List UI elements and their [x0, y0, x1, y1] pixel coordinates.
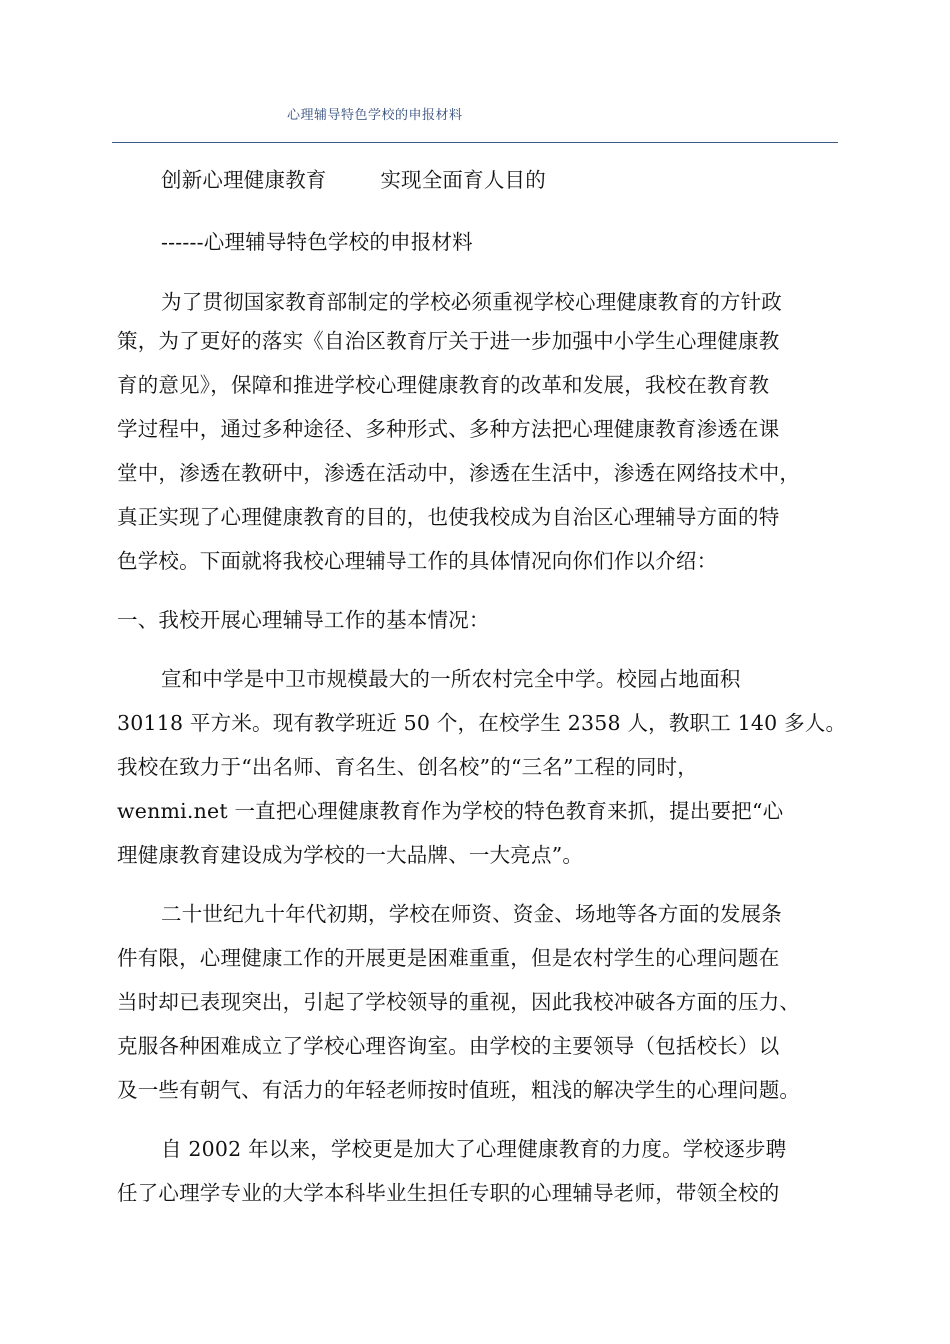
text-line: 件有限，心理健康工作的开展更是困难重重，但是农村学生的心理问题在 — [117, 946, 780, 970]
text-line: 学过程中，通过多种途径、多种形式、多种方法把心理健康教育渗透在课 — [117, 417, 780, 441]
document-subtitle: ------心理辅导特色学校的申报材料 — [161, 230, 473, 254]
text-line: 我校在致力于“出名师、育名生、创名校”的“三名”工程的同时， — [117, 755, 698, 779]
text-line: 二十世纪九十年代初期，学校在师资、资金、场地等各方面的发展条 — [161, 902, 782, 926]
text-line: 策，为了更好的落实《自治区教育厅关于进一步加强中小学生心理健康教 — [117, 329, 780, 353]
document-title: 创新心理健康教育 实现全面育人目的 — [161, 168, 546, 192]
text-line: wenmi.net 一直把心理健康教育作为学校的特色教育来抓，提出要把“心 — [117, 799, 784, 823]
text-line: 克服各种困难成立了学校心理咨询室。由学校的主要领导（包括校长）以 — [117, 1034, 780, 1058]
text-line: 宣和中学是中卫市规模最大的一所农村完全中学。校园占地面积 — [161, 667, 741, 691]
section-heading: 一、我校开展心理辅导工作的基本情况： — [117, 608, 490, 632]
text-line: 及一些有朝气、有活力的年轻老师按时值班，粗浅的解决学生的心理问题。 — [117, 1078, 801, 1102]
text-line: 真正实现了心理健康教育的目的，也使我校成为自治区心理辅导方面的特 — [117, 505, 780, 529]
text-line: 色学校。下面就将我校心理辅导工作的具体情况向你们作以介绍： — [117, 549, 718, 573]
header-rule — [112, 142, 838, 143]
text-line: 为了贯彻国家教育部制定的学校必须重视学校心理健康教育的方针政 — [161, 290, 782, 314]
text-line: 30118 平方米。现有教学班近 50 个，在校学生 2358 人，教职工 140 多人。 — [117, 711, 847, 735]
text-line: 理健康教育建设成为学校的一大品牌、一大亮点”。 — [117, 843, 584, 867]
text-line: 任了心理学专业的大学本科毕业生担任专职的心理辅导老师，带领全校的 — [117, 1181, 780, 1205]
text-line: 自 2002 年以来，学校更是加大了心理健康教育的力度。学校逐步聘 — [161, 1137, 787, 1161]
text-line: 育的意见》，保障和推进学校心理健康教育的改革和发展，我校在教育教 — [117, 373, 770, 397]
text-line: 当时却已表现突出，引起了学校领导的重视，因此我校冲破各方面的压力、 — [117, 990, 801, 1014]
running-header: 心理辅导特色学校的申报材料 — [287, 108, 463, 123]
text-line: 堂中，渗透在教研中，渗透在活动中，渗透在生活中，渗透在网络技术中， — [117, 461, 801, 485]
